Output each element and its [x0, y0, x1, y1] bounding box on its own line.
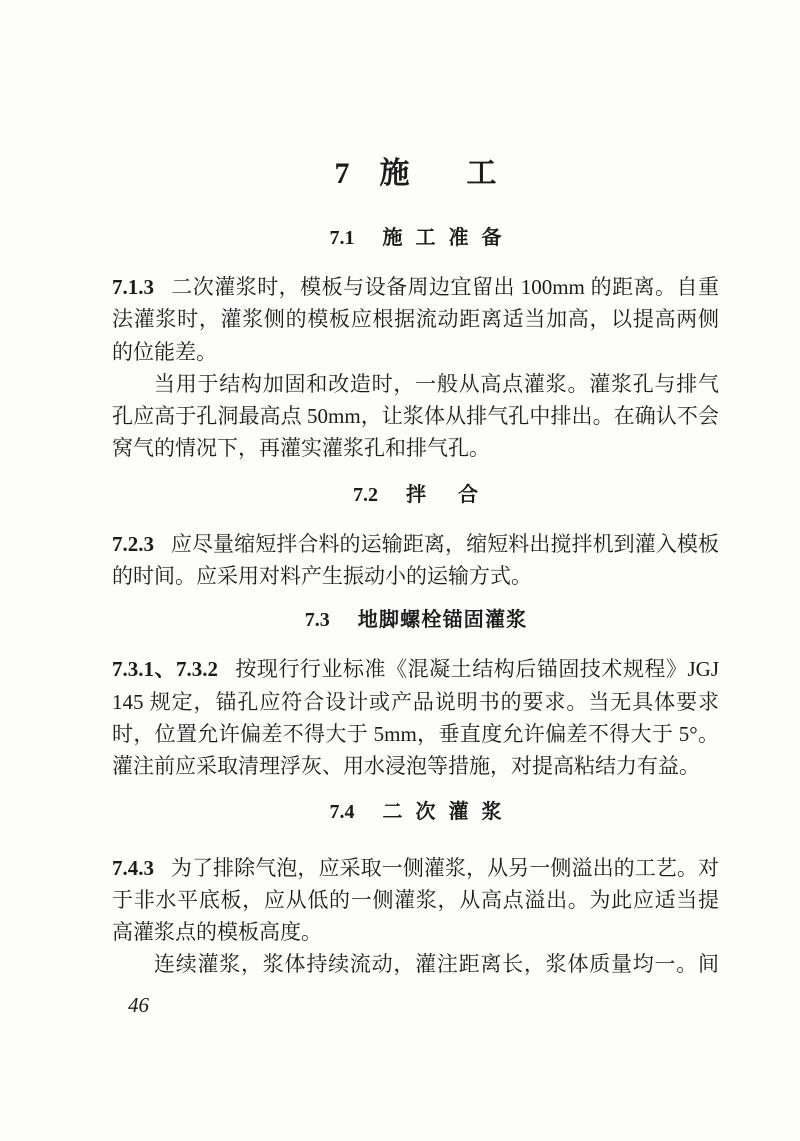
chapter-title — [112, 156, 719, 192]
paragraph-label: 7.1.3 — [112, 275, 154, 299]
section-heading-7-4 — [112, 799, 719, 825]
paragraph-text: 应尽量缩短拌合料的运输距离，缩短料出搅拌机到灌入模板的时间。应采用对料产生振动小的运输方式。 — [112, 531, 719, 589]
paragraph-7-1-3-continued — [112, 368, 719, 465]
chapter-number: 7 — [334, 157, 350, 190]
paragraph-7-4-3-continued — [112, 948, 719, 980]
section-heading-7-2 — [112, 482, 719, 508]
paragraph-label: 7.4.3 — [112, 855, 154, 880]
page-number: 46 — [128, 992, 149, 1017]
section-title-text: 拌合 — [406, 483, 510, 506]
chapter-title-text: 施工 — [379, 157, 554, 190]
section-title-text: 地脚螺栓锚固灌浆 — [357, 609, 528, 632]
section-heading-7-1 — [112, 225, 719, 251]
section-number: 7.1 — [329, 227, 355, 249]
section-number: 7.2 — [353, 483, 378, 506]
section-title-text: 施工准备 — [382, 227, 515, 249]
paragraph-text: 为了排除气泡，应采取一侧灌浆，从另一侧溢出的工艺。对于非水平底板，应从低的一侧灌浆，从高点溢出。为此应适当提高灌浆点的模板高度。 — [112, 855, 719, 945]
paragraph-text: 连续灌浆，浆体持续流动，灌注距离长，浆体质量均一。间 — [154, 952, 719, 977]
paragraph-7-1-3 — [112, 271, 719, 368]
paragraph-text: 二次灌浆时，模板与设备周边宜留出 100mm 的距离。自重法灌浆时，灌浆侧的模板应根据流动距离适当加高，以提高两侧的位能差。 — [112, 275, 719, 364]
paragraph-label: 7.2.3 — [112, 531, 154, 556]
paragraph-label: 7.3.1、7.3.2 — [112, 657, 219, 682]
paragraph-text: 按现行行业标准《混凝土结构后锚固技术规程》JGJ 145 规定，锚孔应符合设计或产品说明书的要求。当无具体要求时，位置允许偏差不得大于 5mm，垂直度允许偏差不得大于 5°。灌注前应采取清理浮灰、用水浸泡等措施，对提高粘结力有益。 — [112, 657, 719, 779]
paragraph-7-2-3 — [112, 528, 719, 593]
section-heading-7-3 — [112, 607, 719, 633]
section-number: 7.4 — [329, 800, 355, 823]
paragraph-7-3-1-7-3-2 — [112, 653, 719, 782]
section-number: 7.3 — [304, 609, 330, 632]
paragraph-7-4-3 — [112, 852, 719, 949]
paragraph-text: 当用于结构加固和改造时，一般从高点灌浆。灌浆孔与排气孔应高于孔洞最高点 50mm，让浆体从排气孔中排出。在确认不会窝气的情况下，再灌实灌浆孔和排气孔。 — [112, 371, 719, 461]
section-title-text: 二次灌浆 — [382, 800, 515, 823]
